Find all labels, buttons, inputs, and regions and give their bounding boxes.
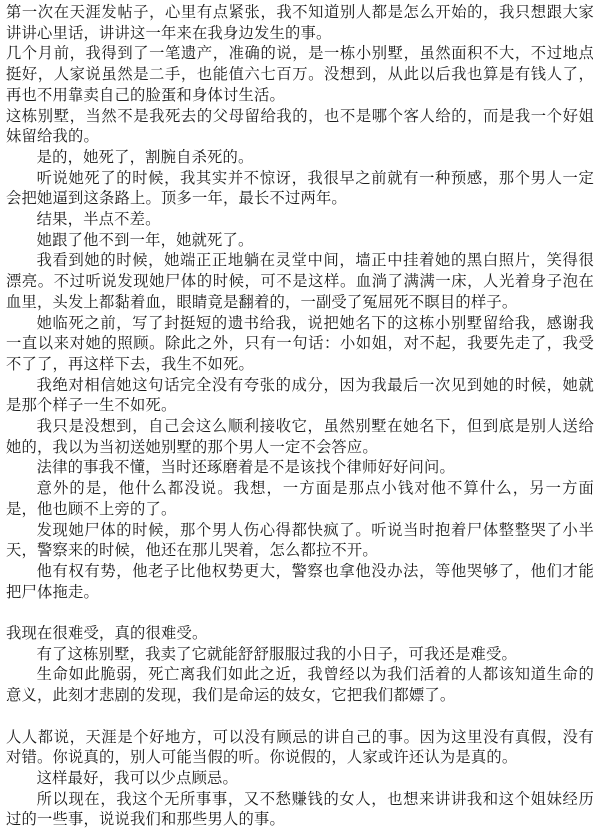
paragraph-spacer <box>6 602 594 623</box>
paragraph-14: 发现她尸体的时候，那个男人伤心得都快疯了。听说当时抱着尸体整整哭了小半天，警察来的时候，他还在那儿哭着，怎么都拉不开。 <box>6 520 594 560</box>
paragraph-5: 听说她死了的时候，我其实并不惊讶，我很早之前就有一种预感，那个男人一定会把她逼到这条路上。顶多一年，最长不过两年。 <box>6 168 594 208</box>
paragraph-13: 意外的是，他什么都没说。我想，一方面是那点小钱对他不算什么，另一方面是，他也顾不上旁的了。 <box>6 479 594 518</box>
paragraph-18: 生命如此脆弱，死亡离我们如此之近，我曾经以为我们活着的人都该知道生命的意义，此刻才悲剧的发现，我们是命运的妓女，它把我们都嫖了。 <box>6 665 594 705</box>
paragraph-12: 法律的事我不懂，当时还琢磨着是不是该找个律师好好问问。 <box>36 458 456 477</box>
paragraph-1: 第一次在天涯发帖子，心里有点紧张，我不知道别人都是怎么开始的，我只想跟大家讲讲心里话，讲讲这一年来在我身边发生的事。 <box>6 3 594 42</box>
paragraph-11: 我只是没想到，自己会这么顺利接收它，虽然别墅在她名下，但到底是别人送给她的，我以为当初送她别墅的那个男人一定不会答应。 <box>6 417 594 456</box>
paragraph-20: 这样最好，我可以少点顾忌。 <box>36 768 239 787</box>
paragraph-16: 我现在很难受，真的很难受。 <box>6 624 208 643</box>
paragraph-9: 她临死之前，写了封挺短的遗书给我，说把她名下的这栋小别墅留给我，感谢我一直以来对她的照顾。除此之外，只有一句话：小如姐，对不起，我要先走了，我受不了了，再这样下去，我生不如死。 <box>6 313 594 373</box>
paragraph-8: 我看到她的时候，她端正正地躺在灵堂中间，墙正中挂着她的黑白照片，笑得很漂亮。不过听说发现她尸体的时候，可不是这样。血淌了满满一床，人光着身子泡在血里，头发上都黏着血，眼睛竟是翻着的，一副受了冤屈死不瞑目的样子。 <box>6 251 594 311</box>
paragraph-15: 他有权有势，他老子比他权势更大，警察也拿他没办法，等他哭够了，他们才能把尸体拖走。 <box>6 561 594 601</box>
paragraph-6: 结果，半点不差。 <box>36 210 161 229</box>
paragraph-spacer <box>6 706 594 727</box>
paragraph-2: 几个月前，我得到了一笔遗产，准确的说，是一栋小别墅，虽然面积不大，不过地点挺好，人家说虽然是二手，也能值六七百万。没想到，从此以后我也算是有钱人了，再也不用靠卖自己的脸蛋和身体讨生活。 <box>6 44 594 104</box>
paragraph-4: 是的，她死了，割腕自杀死的。 <box>36 147 254 166</box>
document-body <box>6 2 594 830</box>
paragraph-10: 我绝对相信她这句话完全没有夸张的成分，因为我最后一次见到她的时候，她就是那个样子一生不如死。 <box>6 375 594 415</box>
paragraph-19: 人人都说，天涯是个好地方，可以没有顾忌的讲自己的事。因为这里没有真假，没有对错。你说真的，别人可能当假的听。你说假的，人家或许还认为是真的。 <box>6 727 594 767</box>
paragraph-17: 有了这栋别墅，我卖了它就能舒舒服服过我的小日子，可我还是难受。 <box>36 644 517 663</box>
paragraph-3: 这栋别墅，当然不是我死去的父母留给我的，也不是哪个客人给的，而是我一个好姐妹留给我的。 <box>6 106 594 146</box>
paragraph-7: 她跟了他不到一年，她就死了。 <box>36 230 254 249</box>
paragraph-21: 所以现在，我这个无所事事，又不愁赚钱的女人，也想来讲讲我和这个姐妹经历过的一些事，说说我们和那些男人的事。 <box>6 789 594 829</box>
